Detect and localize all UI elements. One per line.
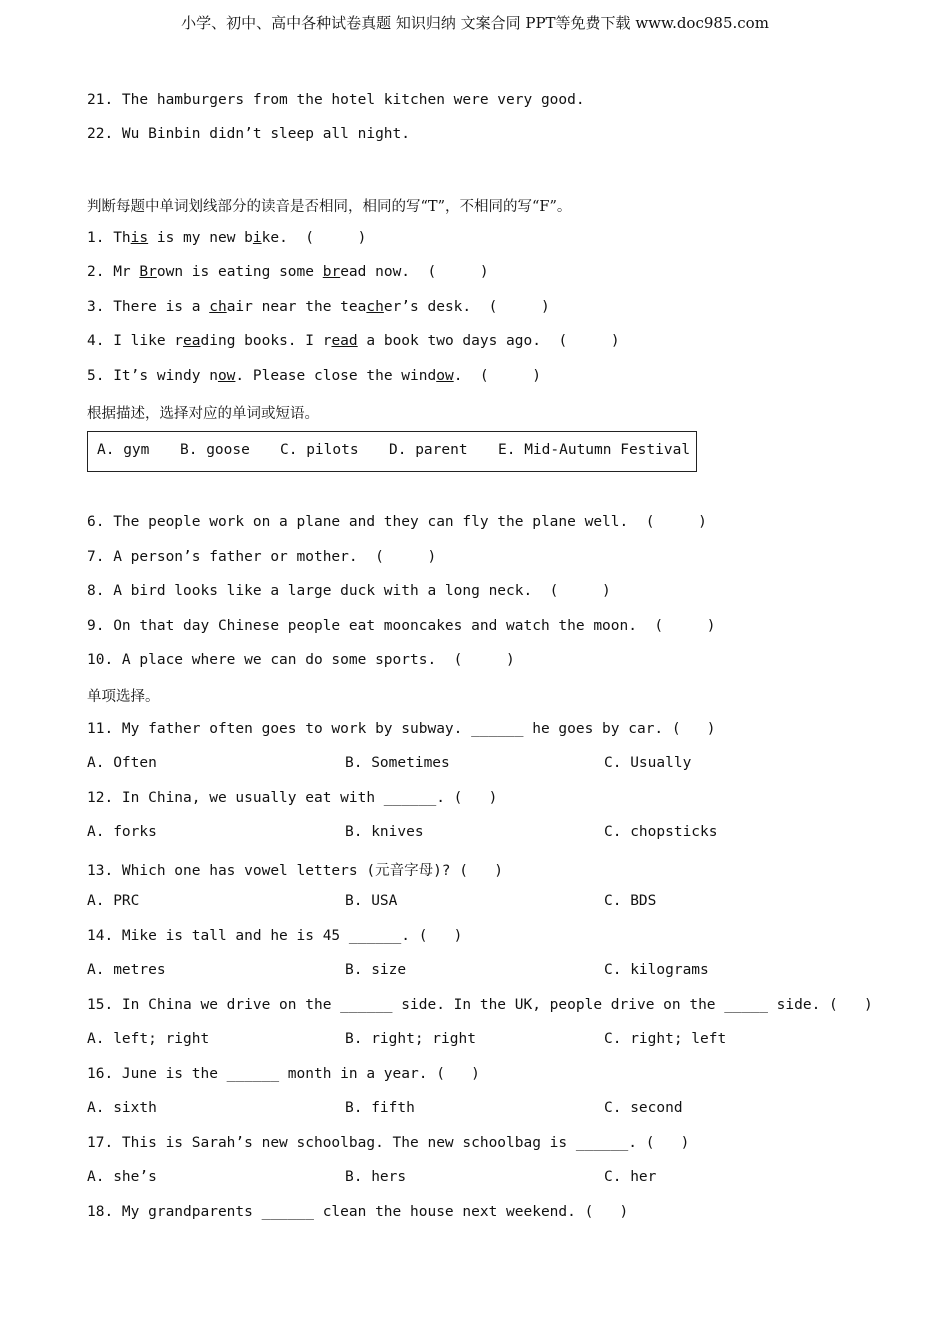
phonics-item-5: 5. It’s windy now. Please close the window. ( ) [87,368,541,384]
q13-option-a: A. PRC [87,893,140,909]
phonics-item-2: 2. Mr Brown is eating some bread now. ( ) [87,264,489,280]
word-bank-option-e: E. Mid-Autumn Festival [498,442,691,458]
question-15: 15. In China we drive on the ______ side. In the UK, people drive on the _____ side. ( ) [87,997,873,1013]
match-item-6: 6. The people work on a plane and they can fly the plane well. ( ) [87,514,707,530]
question-14: 14. Mike is tall and he is 45 ______. ( ) [87,928,463,944]
word-bank-option-a: A. gym [97,442,150,458]
q14-option-c: C. kilograms [604,962,709,978]
choice-section-title: 单项选择。 [87,689,160,705]
q12-option-c: C. chopsticks [604,824,718,840]
q15-option-c: C. right; left [604,1031,727,1047]
q13-option-c: C. BDS [604,893,657,909]
q11-option-c: C. Usually [604,755,692,771]
q16-option-c: C. second [604,1100,683,1116]
q12-option-a: A. forks [87,824,157,840]
q17-option-b: B. hers [345,1169,407,1185]
page-header: 小学、初中、高中各种试卷真题 知识归纳 文案合同 PPT等免费下载 www.doc985.com [181,14,769,32]
q17-option-c: C. her [604,1169,657,1185]
q13-option-b: B. USA [345,893,398,909]
q16-option-b: B. fifth [345,1100,415,1116]
word-bank-option-b: B. goose [180,442,250,458]
question-12: 12. In China, we usually eat with ______. ( ) [87,790,498,806]
question-18: 18. My grandparents ______ clean the house next weekend. ( ) [87,1204,629,1220]
word-bank-box [87,431,697,472]
q15-option-b: B. right; right [345,1031,476,1047]
q17-option-a: A. she’s [87,1169,157,1185]
phonics-item-4: 4. I like reading books. I read a book two days ago. ( ) [87,333,620,349]
match-item-9: 9. On that day Chinese people eat mooncakes and watch the moon. ( ) [87,618,716,634]
question-16: 16. June is the ______ month in a year. ( ) [87,1066,480,1082]
phonics-item-1: 1. This is my new bike. ( ) [87,230,367,246]
phonics-section-title: 判断每题中单词划线部分的读音是否相同，相同的写“T”，不相同的写“F”。 [87,199,572,215]
phonics-item-3: 3. There is a chair near the teacher’s desk. ( ) [87,299,550,315]
match-item-7: 7. A person’s father or mother. ( ) [87,549,437,565]
match-item-8: 8. A bird looks like a large duck with a long neck. ( ) [87,583,611,599]
q14-option-a: A. metres [87,962,166,978]
q12-option-b: B. knives [345,824,424,840]
item-21: 21. The hamburgers from the hotel kitchen were very good. [87,92,585,108]
question-17: 17. This is Sarah’s new schoolbag. The new schoolbag is ______. ( ) [87,1135,690,1151]
question-11: 11. My father often goes to work by subway. ______ he goes by car. ( ) [87,721,716,737]
word-bank-option-c: C. pilots [280,442,359,458]
word-bank-option-d: D. parent [389,442,468,458]
q11-option-b: B. Sometimes [345,755,450,771]
match-section-title: 根据描述，选择对应的单词或短语。 [87,406,319,422]
item-22: 22. Wu Binbin didn’t sleep all night. [87,126,411,142]
q14-option-b: B. size [345,962,407,978]
q15-option-a: A. left; right [87,1031,210,1047]
q11-option-a: A. Often [87,755,157,771]
q16-option-a: A. sixth [87,1100,157,1116]
match-item-10: 10. A place where we can do some sports. ( ) [87,652,515,668]
question-13: 13. Which one has vowel letters (元音字母)? ( ) [87,863,503,879]
